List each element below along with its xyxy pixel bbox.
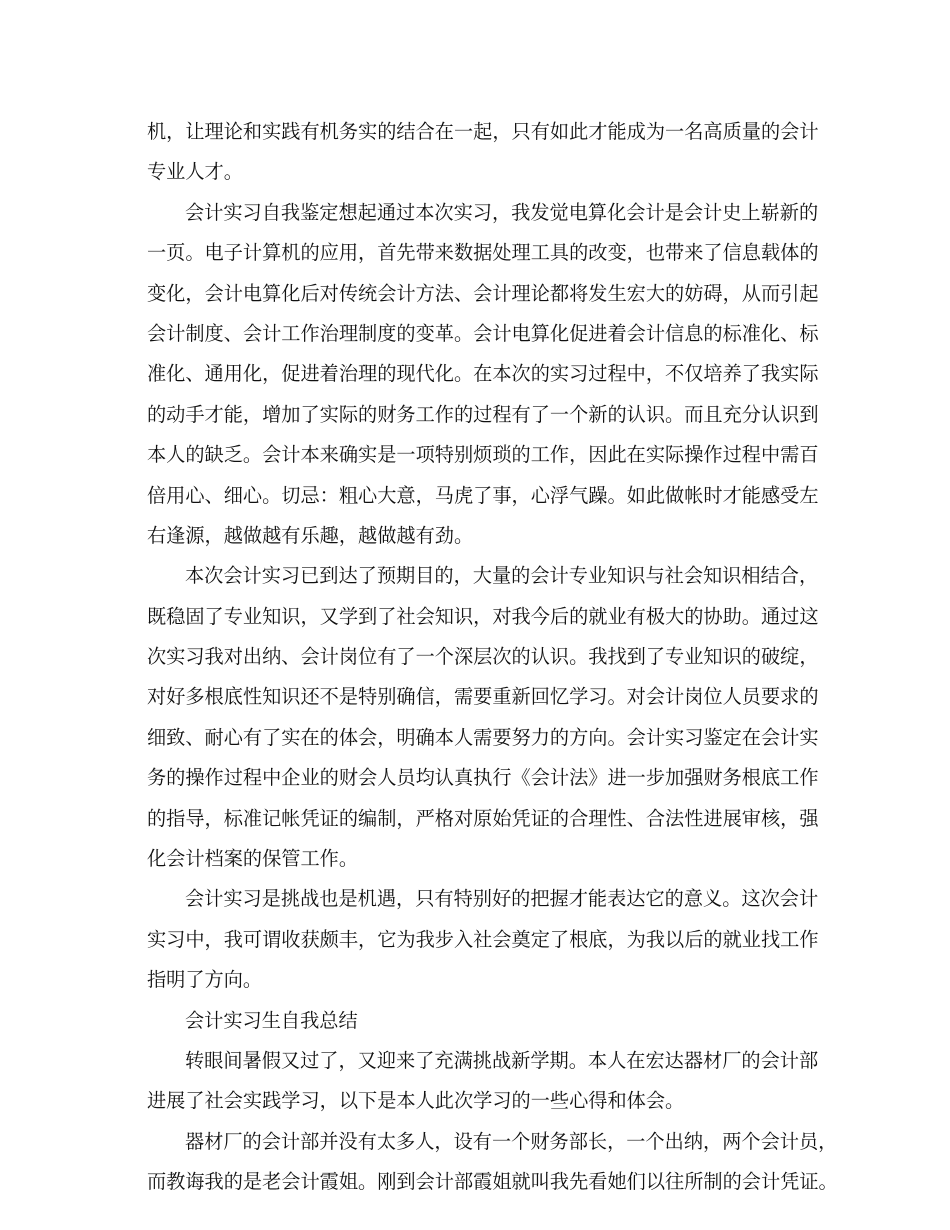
text-line: 化会计档案的保管工作。 xyxy=(147,847,359,871)
text-line: 对好多根底性知识还不是特别确信，需要重新回忆学习。对会计岗位人员要求的 xyxy=(147,685,819,709)
text-line: 会计实习是挑战也是机遇，只有特别好的把握才能表达它的意义。这次会计 xyxy=(185,887,819,911)
text-line: 的指导，标准记帐凭证的编制，严格对原始凭证的合理性、合法性进展审核，强 xyxy=(147,806,819,830)
text-line: 指明了方向。 xyxy=(147,968,263,992)
text-line: 转眼间暑假又过了，又迎来了充满挑战新学期。本人在宏达器材厂的会计部 xyxy=(185,1048,819,1072)
text-line: 会计制度、会计工作治理制度的变革。会计电算化促进着会计信息的标准化、标 xyxy=(147,321,819,345)
text-line: 倍用心、细心。切忌：粗心大意，马虎了事，心浮气躁。如此做帐时才能感受左 xyxy=(147,483,819,507)
text-line: 一页。电子计算机的应用，首先带来数据处理工具的改变，也带来了信息载体的 xyxy=(147,241,819,265)
text-line: 的动手才能，增加了实际的财务工作的过程有了一个新的认识。而且充分认识到 xyxy=(147,402,819,426)
document-body xyxy=(147,112,838,1203)
text-line: 进展了社会实践学习，以下是本人此次学习的一些心得和体会。 xyxy=(147,1089,685,1113)
text-line: 变化，会计电算化后对传统会计方法、会计理论都将发生宏大的妨碍，从而引起 xyxy=(147,281,819,305)
text-line: 本人的缺乏。会计本来确实是一项特别烦琐的工作，因此在实际操作过程中需百 xyxy=(147,443,819,467)
text-line: 会计实习自我鉴定想起通过本次实习，我发觉电算化会计是会计史上崭新的 xyxy=(185,200,819,224)
text-line: 准化、通用化，促进着治理的现代化。在本次的实习过程中，不仅培养了我实际 xyxy=(147,362,819,386)
text-line: 次实习我对出纳、会计岗位有了一个深层次的认识。我找到了专业知识的破绽， xyxy=(147,645,819,669)
text-line: 右逢源，越做越有乐趣，越做越有劲。 xyxy=(147,523,474,547)
text-line: 机，让理论和实践有机务实的结合在一起，只有如此才能成为一名高质量的会计 xyxy=(147,120,819,143)
text-line: 器材厂的会计部并没有太多人，设有一个财务部长，一个出纳，两个会计员， xyxy=(185,1129,838,1153)
text-line: 务的操作过程中企业的财会人员均认真执行《会计法》进一步加强财务根底工作 xyxy=(147,766,819,790)
text-line: 细致、耐心有了实在的体会，明确本人需要努力的方向。会计实习鉴定在会计实 xyxy=(147,725,819,749)
text-line: 会计实习生自我总结 xyxy=(185,1008,358,1032)
text-line: 而教诲我的是老会计霞姐。刚到会计部霞姐就叫我先看她们以往所制的会计凭证。 xyxy=(147,1170,838,1194)
text-line: 本次会计实习已到达了预期目的，大量的会计专业知识与社会知识相结合， xyxy=(185,564,819,588)
text-line: 专业人才。 xyxy=(147,160,243,184)
text-line: 实习中，我可谓收获颇丰，它为我步入社会奠定了根底，为我以后的就业找工作 xyxy=(147,927,819,951)
text-line: 既稳固了专业知识，又学到了社会知识，对我今后的就业有极大的协助。通过这 xyxy=(147,604,819,628)
